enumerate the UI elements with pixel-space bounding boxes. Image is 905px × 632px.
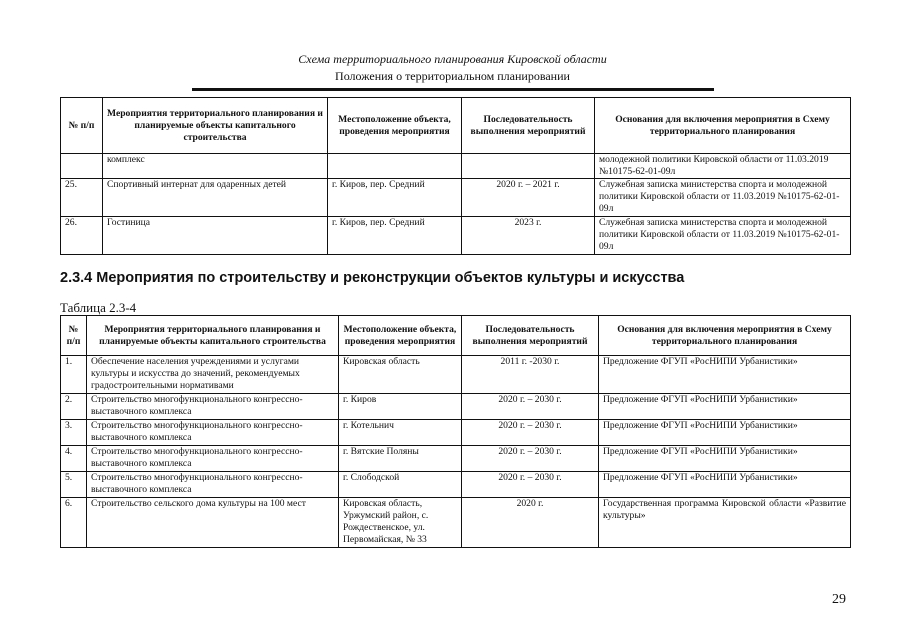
cell-basis: Предложение ФГУП «РосНИПИ Урбанистики» <box>599 472 851 498</box>
table-2 <box>60 315 851 548</box>
cell-sequence: 2020 г. – 2021 г. <box>462 179 595 217</box>
cell-activity: Строительство многофункционального конгрессно-выставочного комплекса <box>87 446 339 472</box>
cell-activity: Строительство многофункционального конгрессно-выставочного комплекса <box>87 394 339 420</box>
cell-basis: Предложение ФГУП «РосНИПИ Урбанистики» <box>599 356 851 394</box>
table2-header-location: Местоположение объекта, проведения мероприятия <box>339 316 462 356</box>
cell-sequence: 2011 г. -2030 г. <box>462 356 599 394</box>
cell-number: 5. <box>61 472 87 498</box>
table-row <box>61 394 851 420</box>
cell-location: г. Котельнич <box>339 420 462 446</box>
cell-activity: Строительство сельского дома культуры на 100 мест <box>87 498 339 548</box>
table-row <box>61 420 851 446</box>
cell-basis: Служебная записка министерства спорта и молодежной политики Кировской области от 11.03.2019 №10175-62-01-09л <box>595 217 851 255</box>
cell-activity: комплекс <box>103 154 328 179</box>
cell-number: 6. <box>61 498 87 548</box>
cell-location: г. Киров, пер. Средний <box>328 179 462 217</box>
cell-sequence <box>462 154 595 179</box>
cell-activity: Строительство многофункционального конгрессно-выставочного комплекса <box>87 472 339 498</box>
table-caption: Таблица 2.3-4 <box>60 300 137 315</box>
table1-header-number: № п/п <box>61 98 103 154</box>
table-row <box>61 217 851 255</box>
cell-sequence: 2020 г. – 2030 г. <box>462 420 599 446</box>
table2-header-basis: Основания для включения мероприятия в Схему территориального планирования <box>599 316 851 356</box>
cell-sequence: 2020 г. – 2030 г. <box>462 446 599 472</box>
cell-basis: молодежной политики Кировской области от 11.03.2019 №10175-62-01-09л <box>595 154 851 179</box>
cell-number: 26. <box>61 217 103 255</box>
page-number: 29 <box>832 592 846 607</box>
cell-location: Кировская область, Уржумский район, с. Рождественское, ул. Первомайская, № 33 <box>339 498 462 548</box>
table1-header-location: Местоположение объекта, проведения мероприятия <box>328 98 462 154</box>
cell-sequence: 2020 г. – 2030 г. <box>462 472 599 498</box>
table-row <box>61 356 851 394</box>
header-rule <box>192 88 714 91</box>
cell-number: 1. <box>61 356 87 394</box>
cell-number: 25. <box>61 179 103 217</box>
cell-number: 4. <box>61 446 87 472</box>
cell-basis: Государственная программа Кировской области «Развитие культуры» <box>599 498 851 548</box>
table-1 <box>60 97 851 255</box>
table-row <box>61 498 851 548</box>
section-title: 2.3.4 Мероприятия по строительству и реконструкции объектов культуры и искусства <box>60 270 685 286</box>
cell-location: г. Киров, пер. Средний <box>328 217 462 255</box>
document-header-subtitle: Положения о территориальном планировании <box>335 69 570 83</box>
cell-sequence: 2020 г. – 2030 г. <box>462 394 599 420</box>
cell-activity: Строительство многофункционального конгрессно-выставочного комплекса <box>87 420 339 446</box>
cell-location: г. Слободской <box>339 472 462 498</box>
cell-basis: Служебная записка министерства спорта и молодежной политики Кировской области от 11.03.2019 №10175-62-01-09л <box>595 179 851 217</box>
table-row <box>61 472 851 498</box>
table2-header-sequence: Последовательность выполнения мероприятий <box>462 316 599 356</box>
cell-sequence: 2020 г. <box>462 498 599 548</box>
cell-activity: Обеспечение населения учреждениями и услугами культуры и искусства до значений, рекомендуемых градостроительными нормативами <box>87 356 339 394</box>
table1-header-activity: Мероприятия территориального планирования и планируемые объекты капитального строительства <box>103 98 328 154</box>
cell-activity: Спортивный интернат для одаренных детей <box>103 179 328 217</box>
cell-sequence: 2023 г. <box>462 217 595 255</box>
cell-number: 2. <box>61 394 87 420</box>
cell-basis: Предложение ФГУП «РосНИПИ Урбанистики» <box>599 394 851 420</box>
table2-header-activity: Мероприятия территориального планирования и планируемые объекты капитального строительства <box>87 316 339 356</box>
table-row <box>61 179 851 217</box>
document-header-title: Схема территориального планирования Кировской области <box>298 52 607 66</box>
cell-activity: Гостиница <box>103 217 328 255</box>
cell-location: г. Вятские Поляны <box>339 446 462 472</box>
cell-number <box>61 154 103 179</box>
table1-header-basis: Основания для включения мероприятия в Схему территориального планирования <box>595 98 851 154</box>
cell-number: 3. <box>61 420 87 446</box>
cell-location: Кировская область <box>339 356 462 394</box>
table-row <box>61 446 851 472</box>
cell-location: г. Киров <box>339 394 462 420</box>
table1-header-sequence: Последовательность выполнения мероприятий <box>462 98 595 154</box>
cell-basis: Предложение ФГУП «РосНИПИ Урбанистики» <box>599 420 851 446</box>
cell-location <box>328 154 462 179</box>
table-row <box>61 154 851 179</box>
table2-header-number: № п/п <box>61 316 87 356</box>
cell-basis: Предложение ФГУП «РосНИПИ Урбанистики» <box>599 446 851 472</box>
